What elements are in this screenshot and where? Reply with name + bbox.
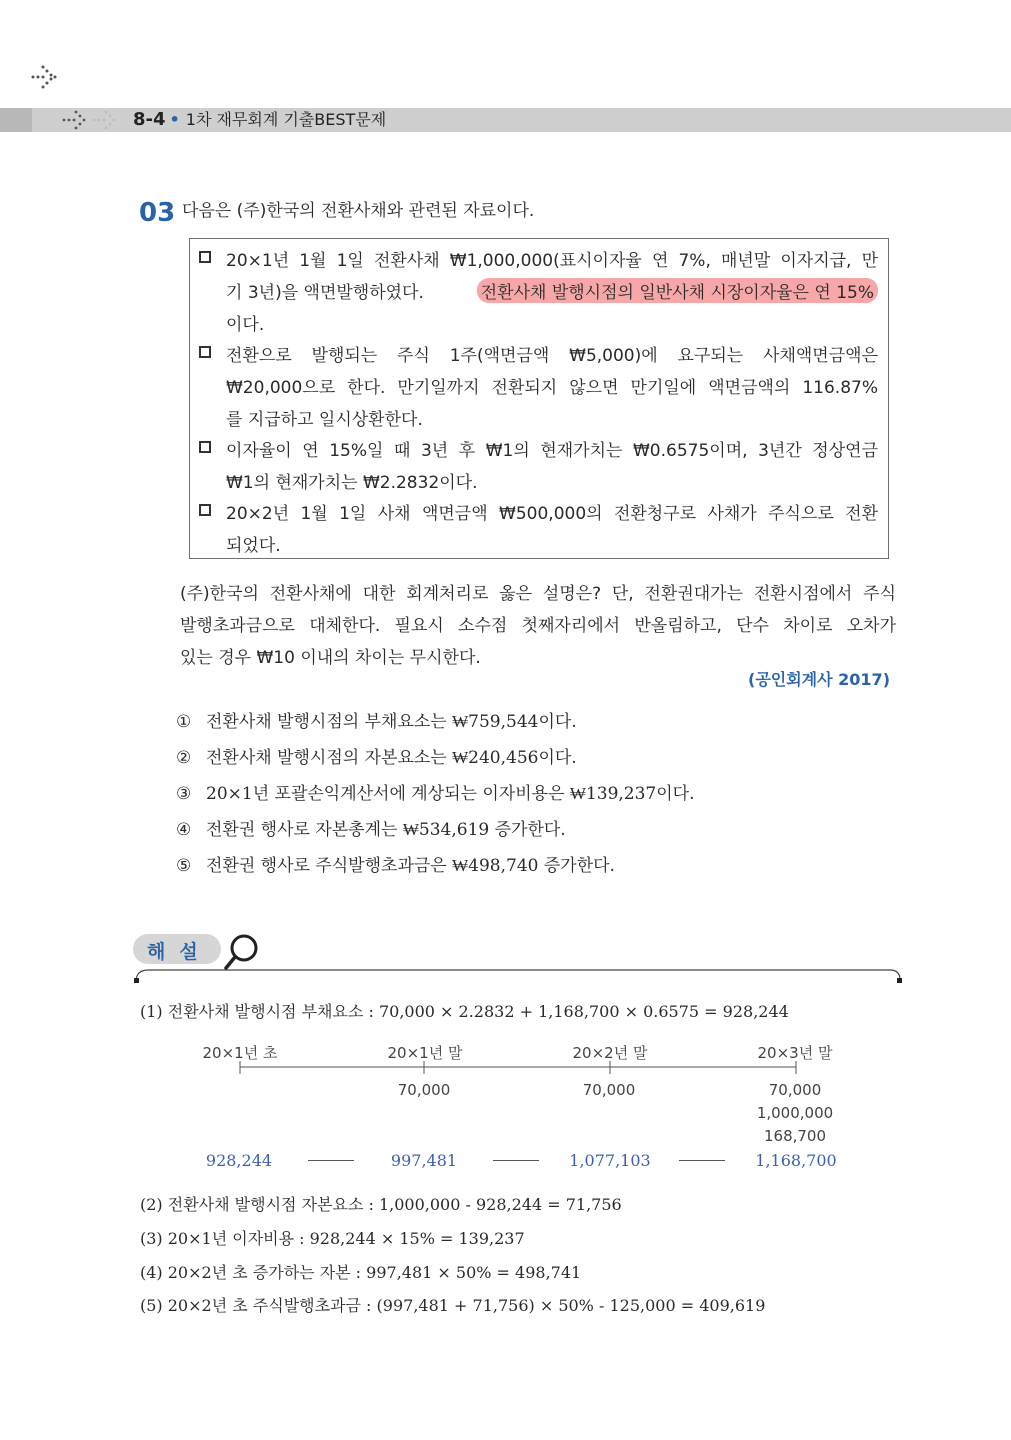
checkbox-icon	[199, 346, 211, 358]
instruction-line: (주)한국의 전환사채에 대한 회계처리로 옳은 설명은? 단, 전환권대가는 전환시점에서 주식	[180, 584, 896, 604]
solution-step-1: (1) 전환사채 발행시점 부채요소 : 70,000 × 2.2832 + 1,168,700 × 0.6575 = 928,244	[140, 1002, 789, 1021]
checkbox-icon	[199, 504, 211, 516]
data-line: 이자율이 연 15%일 때 3년 후 ₩1의 현재가치는 ₩0.6575이며, 3년간 정상연금	[226, 441, 878, 461]
data-line: 20×1년 1월 1일 전환사채 ₩1,000,000(표시이자율 연 7%, 매년말 이자지급, 만	[226, 251, 878, 271]
solution-step-3: (3) 20×1년 이자비용 : 928,244 × 15% = 139,237	[140, 1229, 525, 1248]
choice-number: ①	[176, 712, 192, 732]
solution-step-5: (5) 20×2년 초 주식발행초과금 : (997,481 + 71,756) × 50% - 125,000 = 409,619	[140, 1296, 766, 1315]
header-bullet: •	[169, 110, 180, 129]
data-line-part: 기 3년)을 액면발행하였다.	[226, 283, 424, 303]
carrying-value: 1,077,103	[569, 1151, 651, 1170]
timeline-cashflow: 70,000	[768, 1081, 822, 1099]
timeline-cashflow: 70,000	[397, 1081, 451, 1099]
data-line: ₩1의 현재가치는 ₩2.2832이다.	[226, 473, 478, 493]
exam-source: (공인회계사 2017)	[748, 670, 891, 689]
carrying-value: 1,168,700	[755, 1151, 837, 1170]
choice-number: ③	[176, 784, 192, 804]
instruction-line: 있는 경우 ₩10 이내의 차이는 무시한다.	[180, 648, 481, 668]
highlighted-market-rate: 전환사채 발행시점의 일반사채 시장이자율은 연 15%	[477, 278, 878, 303]
data-line: 전환으로 발행되는 주식 1주(액면금액 ₩5,000)에 요구되는 사채액면금액은	[226, 346, 878, 366]
section-number: 8-4	[133, 109, 166, 130]
timeline-cashflow: 168,700	[763, 1127, 827, 1145]
solution-step-4: (4) 20×2년 초 증가하는 자본 : 997,481 × 50% = 498,741	[140, 1263, 582, 1282]
question-number: 03	[139, 198, 176, 228]
choice-text: 20×1년 포괄손익계산서에 계상되는 이자비용은 ₩139,237이다.	[206, 784, 695, 804]
timeline-header: 20×1년 초	[202, 1044, 278, 1062]
timeline-cashflow: 70,000	[582, 1081, 636, 1099]
carrying-value: 997,481	[390, 1151, 458, 1170]
timeline-header: 20×2년 말	[572, 1044, 648, 1062]
header-left-block	[0, 108, 32, 132]
timeline-cashflow: 1,000,000	[756, 1104, 834, 1122]
choice-4	[176, 815, 566, 840]
data-line: 를 지급하고 일시상환한다.	[226, 410, 423, 430]
choice-number: ⑤	[176, 856, 192, 876]
checkbox-icon	[199, 441, 211, 453]
instruction-line: 발행초과금으로 대체한다. 필요시 소수점 첫째자리에서 반올림하고, 단수 차이로 오차가	[180, 616, 896, 636]
data-line: 20×2년 1월 1일 사채 액면금액 ₩500,000의 전환청구로 사채가 주식으로 전환	[226, 504, 878, 524]
choice-number: ②	[176, 748, 192, 768]
explanation-label: 해설	[147, 941, 212, 963]
timeline-header: 20×3년 말	[757, 1044, 833, 1062]
choice-2	[176, 743, 577, 768]
explanation-rule	[134, 962, 904, 990]
running-header	[133, 109, 386, 131]
choice-1	[176, 707, 577, 732]
checkbox-icon	[199, 251, 211, 263]
data-line: 이다.	[226, 315, 265, 335]
timeline-axis	[230, 1058, 810, 1080]
data-line: 되었다.	[226, 536, 281, 556]
header-arrows-icon	[60, 106, 122, 134]
choice-5	[176, 851, 615, 876]
choice-text: 전환권 행사로 주식발행초과금은 ₩498,740 증가한다.	[206, 856, 615, 876]
solution-step-2: (2) 전환사채 발행시점 자본요소 : 1,000,000 - 928,244 = 71,756	[140, 1195, 622, 1214]
question-stem: 다음은 (주)한국의 전환사채와 관련된 자료이다.	[182, 201, 535, 221]
choice-text: 전환권 행사로 자본총계는 ₩534,619 증가한다.	[206, 820, 566, 840]
choice-number: ④	[176, 820, 192, 840]
carrying-value: 928,244	[205, 1151, 273, 1170]
header-title: 1차 재무회계 기출BEST문제	[185, 110, 387, 129]
choice-text: 전환사채 발행시점의 부채요소는 ₩759,544이다.	[206, 712, 577, 732]
choice-text: 전환사채 발행시점의 자본요소는 ₩240,456이다.	[206, 748, 577, 768]
timeline-dash	[679, 1160, 725, 1161]
timeline-header: 20×1년 말	[387, 1044, 463, 1062]
timeline-dash	[493, 1160, 539, 1161]
data-line: ₩20,000으로 한다. 만기일까지 전환되지 않으면 만기일에 액면금액의 116.87%	[226, 378, 878, 398]
choice-3	[176, 779, 695, 804]
corner-arrow-icon	[30, 62, 60, 92]
timeline-dash	[308, 1160, 354, 1161]
data-line	[226, 278, 878, 303]
